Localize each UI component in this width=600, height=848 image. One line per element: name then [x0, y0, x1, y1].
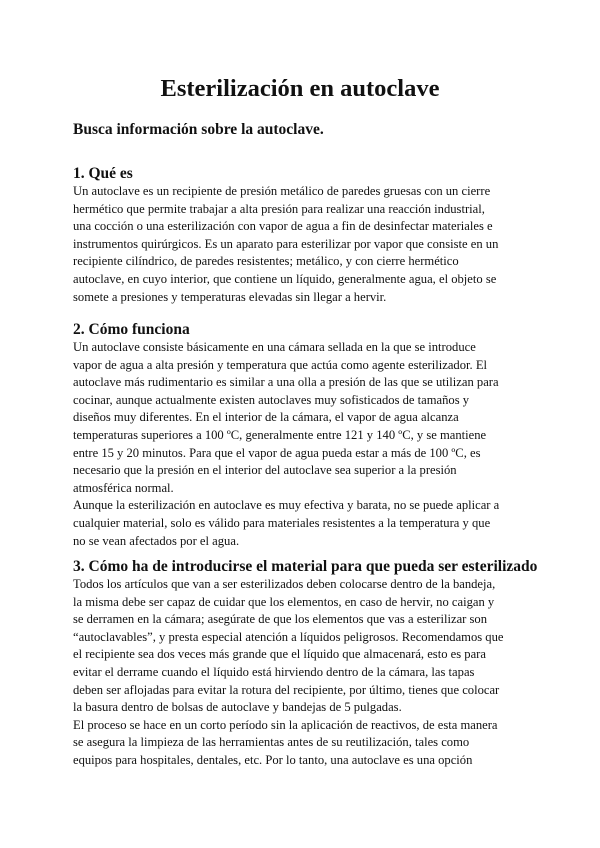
- body-text-line: temperaturas superiores a 100 ºC, generalmente entre 121 y 140 ºC, y se mantiene: [73, 427, 487, 442]
- body-text-line: Un autoclave es un recipiente de presión metálico de paredes gruesas con un cierre: [73, 184, 491, 198]
- body-text-line: se derramen en la cámara; asegúrate de que los elementos que vas a esterilizar son: [73, 612, 488, 627]
- body-text-line: somete a presiones y temperaturas elevadas sin llegar a hervir.: [73, 289, 387, 304]
- section-body: [73, 576, 533, 770]
- body-text-line: autoclave más rudimentario es similar a una olla a presión de las que se utilizan para: [73, 375, 499, 390]
- section-que-es: [73, 164, 533, 306]
- body-text-line: Un autoclave consiste básicamente en una cámara sellada en la que se introduce: [73, 340, 476, 354]
- body-text-line: no se vean afectados por el agua.: [73, 533, 240, 548]
- body-text-line: se asegura la limpieza de las herramientas antes de su reutilización, tales como: [73, 735, 470, 750]
- section-body: [73, 339, 533, 550]
- section-como-funciona: [73, 320, 533, 550]
- body-text-line: una cocción o una esterilización con vapor de agua a fin de desinfectar materiales e: [73, 219, 493, 234]
- body-text-line: necesario que la presión en el interior del autoclave sea superior a la presión: [73, 463, 457, 478]
- body-text-line: hermético que permite trabajar a alta presión para realizar una reacción industrial,: [73, 201, 485, 216]
- body-text-line: “autoclavables”, y presta especial atención a líquidos peligrosos. Recomendamos que: [73, 629, 504, 644]
- body-text-line: autoclave, en cuyo interior, que contiene un líquido, generalmente agua, el objeto se: [73, 271, 497, 286]
- body-text-line: recipiente cilíndrico, de paredes resistentes; metálico, y con cierre hermético: [73, 254, 459, 269]
- body-text-line: el recipiente sea dos veces más grande que el líquido que almacenará, esto es para: [73, 647, 486, 662]
- section-como-introducir-material: [73, 557, 538, 770]
- body-text-line: atmosférica normal.: [73, 480, 174, 495]
- section-heading: 1. Qué es: [73, 165, 133, 182]
- section-heading: 2. Cómo funciona: [73, 321, 190, 338]
- intro-heading: Busca información sobre la autoclave.: [73, 121, 324, 138]
- body-text-line: vapor de agua a alta presión y temperatura que actúa como agente esterilizador. El: [73, 357, 488, 372]
- page-title: Esterilización en autoclave: [160, 75, 440, 102]
- body-text-line: Todos los artículos que van a ser esterilizados deben colocarse dentro de la bandeja,: [73, 577, 496, 591]
- body-text-line: Aunque la esterilización en autoclave es muy efectiva y barata, no se puede aplicar a: [73, 498, 500, 513]
- body-text-line: diseños muy diferentes. En el interior de la cámara, el vapor de agua alcanza: [73, 410, 459, 425]
- body-text-line: la basura dentro de bolsas de autoclave y bandejas de 5 pulgadas.: [73, 700, 402, 715]
- body-text-line: la misma debe ser capaz de cuidar que los elementos, en caso de hervir, no caigan y: [73, 594, 495, 609]
- body-text-line: cocinar, aunque actualmente existen autoclaves muy sofisticados de tamaños y: [73, 392, 470, 407]
- body-text-line: equipos para hospitales, dentales, etc. Por lo tanto, una autoclave es una opción: [73, 752, 473, 767]
- body-text-line: cualquier material, solo es válido para materiales resistentes a la temperatura y que: [73, 515, 491, 530]
- body-text-line: entre 15 y 20 minutos. Para que el vapor de agua pueda estar a más de 100 ºC, es: [73, 445, 481, 460]
- body-text-line: El proceso se hace en un corto período sin la aplicación de reactivos, de esta manera: [73, 717, 498, 732]
- body-text-line: instrumentos quirúrgicos. Es un aparato para esterilizar por vapor que consiste en un: [73, 236, 499, 251]
- body-text-line: deben ser aflojadas para evitar la rotura del recipiente, por último, tienes que colocar: [73, 682, 500, 697]
- body-text-line: evitar el derrame cuando el líquido está hirviendo dentro de la cámara, las tapas: [73, 664, 475, 679]
- section-body: [73, 183, 533, 306]
- section-heading: 3. Cómo ha de introducirse el material para que pueda ser esterilizado: [73, 558, 538, 575]
